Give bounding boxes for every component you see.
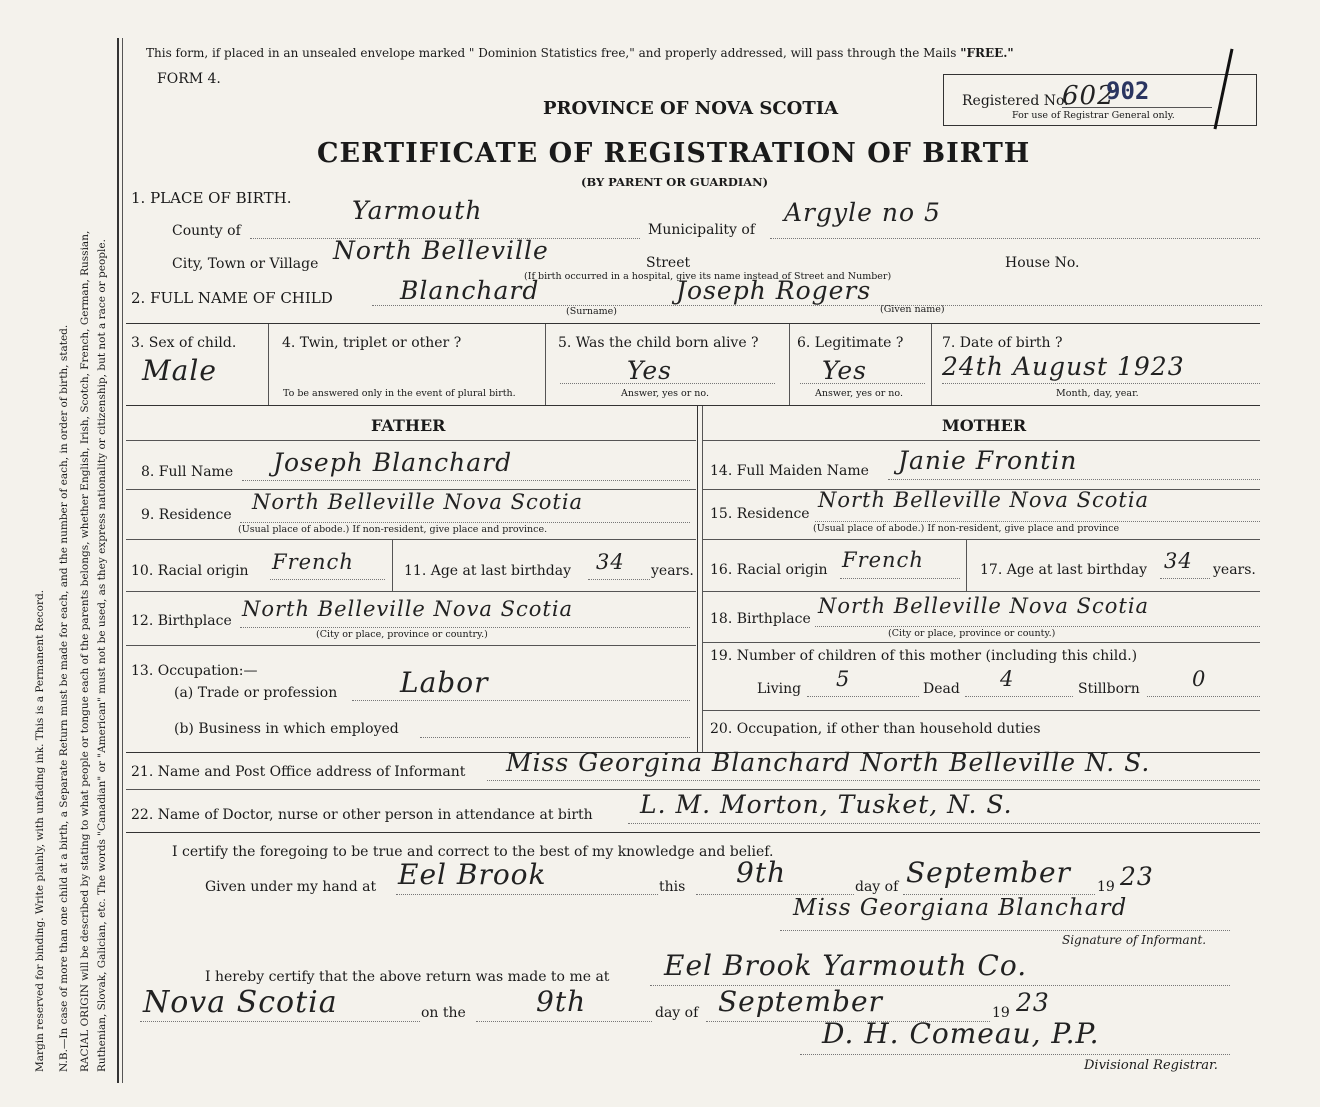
stillborn-line	[1147, 696, 1260, 697]
doctor-bottom-border	[126, 832, 1260, 833]
child-name-label: 2. FULL NAME OF CHILD	[131, 289, 333, 307]
mother-heading: MOTHER	[942, 416, 1027, 435]
mother-residence-line	[815, 521, 1260, 522]
mother-age-label: 17. Age at last birthday	[980, 562, 1148, 578]
father-name-line	[242, 480, 690, 481]
given-year-prefix: 19	[1097, 879, 1115, 895]
father-name-label: 8. Full Name	[141, 464, 234, 480]
father-birthplace-line	[240, 627, 690, 628]
dob-label: 7. Date of birth ?	[942, 335, 1063, 351]
living-line	[807, 696, 919, 697]
child-name-line	[372, 305, 1262, 306]
given-year: 23	[1120, 862, 1154, 891]
registrar-signature-line	[800, 1054, 1230, 1055]
certify-statement: I certify the foregoing to be true and correct to the best of my knowledge and belief.	[172, 844, 774, 860]
municipality-label: Municipality of	[648, 222, 756, 238]
given-place: Eel Brook	[398, 858, 547, 891]
dead-value: 4	[1000, 667, 1015, 691]
registrar-province: Nova Scotia	[143, 985, 338, 1020]
dead-line	[965, 696, 1073, 697]
given-place-line	[396, 894, 658, 895]
mother-racial-line	[840, 578, 960, 579]
child-given-name: Joseph Rogers	[676, 276, 872, 305]
mother-row-line	[703, 642, 1260, 643]
mother-row-line	[703, 591, 1260, 592]
mother-row-line	[703, 539, 1260, 540]
surname-note: (Surname)	[566, 306, 617, 317]
mother-racial-label: 16. Racial origin	[710, 562, 828, 578]
registered-handwritten-number: 602	[1062, 81, 1115, 111]
given-label: Given under my hand at	[205, 879, 377, 895]
row3-divider	[268, 324, 269, 405]
registrar-day: 9th	[536, 985, 587, 1018]
twin-note: To be answered only in the event of plural birth.	[283, 388, 516, 399]
mother-residence: North Belleville Nova Scotia	[818, 488, 1150, 512]
registrar-day-line	[476, 1021, 652, 1022]
registrar-place: Eel Brook Yarmouth Co.	[664, 949, 1028, 982]
doctor-value: L. M. Morton, Tusket, N. S.	[640, 790, 1013, 819]
this-label: this	[659, 879, 686, 895]
given-day-of-label: day of	[855, 879, 899, 895]
legit-label: 6. Legitimate ?	[797, 335, 904, 351]
sex-value: Male	[142, 354, 217, 387]
father-racial-line	[270, 579, 385, 580]
father-business-label: (b) Business in which employed	[174, 721, 399, 737]
twin-label: 4. Twin, triplet or other ?	[282, 335, 462, 351]
certificate-title: CERTIFICATE OF REGISTRATION OF BIRTH	[317, 138, 1031, 169]
county-label: County of	[172, 223, 241, 239]
row3-bottom-border	[126, 405, 1260, 406]
father-row-line	[126, 440, 696, 441]
father-racial: French	[272, 550, 354, 574]
father-age-label: 11. Age at last birthday	[404, 563, 572, 579]
mother-children-label: 19. Number of children of this mother (including this child.)	[710, 648, 1138, 664]
sex-label: 3. Sex of child.	[131, 335, 237, 351]
registrar-signature: D. H. Comeau, P.P.	[822, 1017, 1100, 1050]
informant-label: 21. Name and Post Office address of Informant	[131, 764, 466, 780]
informant-value: Miss Georgina Blanchard North Belleville N. S.	[506, 748, 1151, 777]
margin-racial-note-1: RACIAL ORIGIN will be described by stating to what people or tongue each of the parents belongs, whether English, Irish, Scotch, French, German, Russian,	[79, 230, 91, 1072]
registered-stamped-number: 902	[1106, 77, 1150, 105]
parents-center-divider	[697, 406, 698, 752]
father-age: 34	[596, 550, 625, 574]
street-label: Street	[646, 255, 691, 271]
registered-underline	[1062, 107, 1212, 108]
registrar-month: September	[718, 985, 883, 1018]
row3-divider	[545, 324, 546, 405]
dob-line	[942, 383, 1260, 384]
mother-row-line	[703, 710, 1260, 711]
mother-birthplace-label: 18. Birthplace	[710, 611, 811, 627]
county-value: Yarmouth	[352, 196, 483, 225]
father-trade-line	[352, 700, 690, 701]
child-surname: Blanchard	[400, 276, 540, 305]
mother-racial-divider	[966, 539, 967, 591]
father-racial-divider	[392, 539, 393, 591]
informant-signature-label: Signature of Informant.	[1062, 933, 1207, 947]
father-age-line	[588, 579, 650, 580]
mother-row-line	[703, 440, 1260, 441]
house-label: House No.	[1005, 255, 1080, 271]
mother-age: 34	[1164, 549, 1193, 573]
father-trade-label: (a) Trade or profession	[174, 685, 338, 701]
father-residence: North Belleville Nova Scotia	[252, 490, 584, 514]
father-residence-line	[240, 522, 690, 523]
doctor-label: 22. Name of Doctor, nurse or other person in attendance at birth	[131, 807, 593, 823]
father-name: Joseph Blanchard	[273, 448, 513, 477]
father-row-line	[126, 539, 696, 540]
given-month: September	[906, 856, 1071, 889]
father-occupation-label: 13. Occupation:—	[131, 663, 258, 679]
alive-label: 5. Was the child born alive ?	[558, 335, 759, 351]
certificate-subtitle: (BY PARENT OR GUARDIAN)	[581, 175, 769, 189]
alive-note: Answer, yes or no.	[621, 388, 710, 399]
registrar-day-of-label: day of	[655, 1005, 699, 1021]
margin-binding-note: Margin reserved for binding. Write plainly, with unfading ink. This is a Permanent Record.	[34, 589, 46, 1072]
mother-racial: French	[842, 548, 924, 572]
row3-divider	[789, 324, 790, 405]
father-row-line	[126, 645, 696, 646]
mother-name-label: 14. Full Maiden Name	[710, 463, 869, 479]
father-birthplace-label: 12. Birthplace	[131, 613, 232, 629]
mother-name-line	[888, 479, 1260, 480]
registrar-statement: I hereby certify that the above return was made to me at	[205, 969, 610, 985]
father-residence-note: (Usual place of abode.) If non-resident, give place and province.	[238, 524, 548, 535]
father-heading: FATHER	[371, 416, 446, 435]
mail-notice: This form, if placed in an unsealed envelope marked " Dominion Statistics free," and properly addressed, will pass through the Mails "FREE."	[146, 46, 1014, 60]
city-label: City, Town or Village	[172, 256, 319, 272]
registrar-on-the-label: on the	[421, 1005, 466, 1021]
place-of-birth-label: 1. PLACE OF BIRTH.	[131, 189, 292, 207]
parents-center-divider-inner	[702, 406, 703, 752]
dob-note: Month, day, year.	[1056, 388, 1139, 399]
row3-top-border	[126, 323, 1260, 324]
father-residence-label: 9. Residence	[141, 507, 232, 523]
father-years-label: years.	[651, 563, 694, 579]
informant-line	[487, 780, 1260, 781]
mother-birthplace-line	[815, 626, 1260, 627]
stillborn-value: 0	[1192, 667, 1207, 691]
registrar-year: 23	[1016, 988, 1050, 1017]
mother-age-line	[1160, 578, 1210, 579]
municipality-line	[770, 238, 1260, 239]
margin-border-line-inner	[122, 38, 123, 1083]
registered-number-box	[943, 74, 1257, 126]
father-birthplace-note: (City or place, province or country.)	[316, 629, 488, 640]
municipality-value: Argyle no 5	[784, 198, 941, 227]
free-label: "FREE."	[960, 46, 1014, 60]
father-racial-label: 10. Racial origin	[131, 563, 249, 579]
registrar-signature-label: Divisional Registrar.	[1084, 1058, 1218, 1073]
row3-divider	[931, 324, 932, 405]
mother-name: Janie Frontin	[898, 446, 1078, 475]
legit-value: Yes	[822, 356, 867, 385]
city-value: North Belleville	[333, 236, 549, 265]
registrar-use-note: For use of Registrar General only.	[1012, 110, 1175, 121]
doctor-line	[628, 823, 1260, 824]
given-name-note: (Given name)	[880, 304, 945, 315]
margin-racial-note-2: Ruthenian, Slovak, Galician, etc. The words "Canadian" or "American" must not be used, as they express nationality or citizenship, but not a race or people.	[96, 239, 108, 1072]
dob-value: 24th August 1923	[942, 352, 1185, 381]
form-number: FORM 4.	[157, 71, 221, 87]
hospital-note: (If birth occurred in a hospital, give its name instead of Street and Number)	[524, 271, 892, 282]
father-trade: Labor	[400, 666, 489, 699]
living-label: Living	[757, 681, 802, 697]
registrar-province-line	[140, 1021, 420, 1022]
margin-border-line	[117, 38, 119, 1083]
mother-birthplace-note: (City or place, province or county.)	[888, 628, 1056, 639]
registered-label: Registered No.	[962, 93, 1069, 109]
mother-occupation-label: 20. Occupation, if other than household duties	[710, 721, 1041, 737]
informant-signature: Miss Georgiana Blanchard	[793, 895, 1128, 921]
mother-residence-label: 15. Residence	[710, 506, 810, 522]
father-birthplace: North Belleville Nova Scotia	[242, 597, 574, 621]
mother-years-label: years.	[1213, 562, 1256, 578]
registrar-year-prefix: 19	[992, 1005, 1010, 1021]
legit-note: Answer, yes or no.	[815, 388, 904, 399]
given-day: 9th	[736, 856, 787, 889]
alive-value: Yes	[627, 356, 672, 385]
stillborn-label: Stillborn	[1078, 681, 1140, 697]
mother-residence-note: (Usual place of abode.) If non-resident, give place and province	[813, 523, 1120, 534]
margin-nb-note: N.B.—In case of more than one child at a birth, a Separate Return must be made for each, and the number of each, in order of birth, stated.	[58, 324, 70, 1072]
father-business-line	[420, 737, 690, 738]
father-row-line	[126, 591, 696, 592]
informant-signature-line	[780, 930, 1230, 931]
province-heading: PROVINCE OF NOVA SCOTIA	[543, 98, 839, 119]
dead-label: Dead	[923, 681, 960, 697]
mother-birthplace: North Belleville Nova Scotia	[818, 594, 1150, 618]
living-value: 5	[836, 667, 851, 691]
